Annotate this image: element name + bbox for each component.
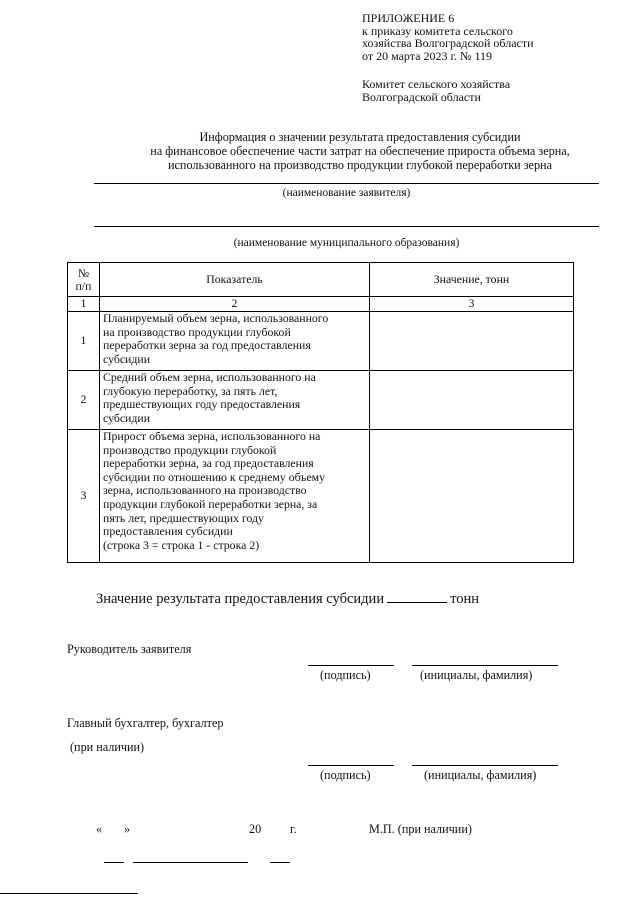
table-row: [68, 430, 574, 563]
column-number: 1: [68, 297, 100, 312]
result-blank[interactable]: [387, 590, 447, 603]
accountant-signature-caption: (подпись): [320, 768, 371, 782]
indicator-line: Планируемый объем зерна, использованного: [103, 311, 329, 325]
indicator-line: субсидии: [103, 410, 151, 425]
footer-rule: [0, 893, 138, 894]
date-year-line[interactable]: [270, 862, 290, 863]
indicator-line: предоставления субсидии: [103, 524, 233, 539]
result-unit: тонн: [450, 591, 479, 607]
header-indicator: Показатель: [100, 263, 370, 297]
indicator-line: предшествующих году предоставления: [103, 397, 301, 412]
accountant-label: Главный бухгалтер, бухгалтер: [67, 716, 224, 730]
column-number: 3: [370, 297, 574, 312]
indicator-line: субсидии по отношению к среднему объему: [103, 469, 325, 484]
row-number: 1: [68, 312, 100, 371]
result-statement: [96, 590, 479, 608]
title-line: Информация о значении результата предоставления субсидии: [199, 130, 521, 144]
title-line: использованного на производство продукции глубокой переработки зерна: [167, 158, 552, 172]
row-indicator: [100, 430, 370, 563]
appendix-line: хозяйства Волгоградской области: [362, 36, 534, 50]
appendix-line: от 20 марта 2023 г. № 119: [362, 48, 493, 63]
appendix-number: ПРИЛОЖЕНИЕ 6: [362, 11, 455, 25]
head-label: Руководитель заявителя: [67, 642, 192, 656]
stamp-label: М.П. (при наличии): [369, 822, 472, 836]
row-number: 2: [68, 371, 100, 430]
accountant-if-any: (при наличии): [70, 740, 145, 754]
row-value-cell[interactable]: [370, 430, 574, 563]
date-century: 20: [249, 822, 262, 836]
accountant-signature-line[interactable]: [308, 765, 394, 766]
indicator-line: переработки зерна, за год предоставления: [103, 456, 314, 471]
date-day-line[interactable]: [104, 862, 124, 863]
table-column-numbers: [68, 297, 574, 312]
head-signature-line[interactable]: [308, 665, 394, 666]
title-line: на финансовое обеспечение части затрат на обеспечение прироста объема зерна,: [150, 144, 570, 158]
row-indicator: [100, 371, 370, 430]
result-label: Значение результата предоставления субсидии: [96, 591, 385, 607]
head-initials-line[interactable]: [412, 665, 558, 666]
applicant-caption: (наименование заявителя): [282, 187, 411, 199]
appendix-line: к приказу комитета сельского: [362, 23, 513, 38]
header-number-sign: №: [77, 265, 90, 280]
head-initials-caption: (инициалы, фамилия): [420, 668, 533, 682]
row-value-cell[interactable]: [370, 312, 574, 371]
indicator-line: на производство продукции глубокой: [103, 324, 291, 339]
column-number: 2: [100, 297, 370, 312]
accountant-initials-caption: (инициалы, фамилия): [424, 768, 537, 782]
accountant-initials-line[interactable]: [412, 765, 558, 766]
table-row: [68, 312, 574, 371]
indicator-line: (строка 3 = строка 1 - строка 2): [103, 537, 260, 552]
addressee: [362, 78, 510, 104]
indicator-line: глубокую переработку, за пять лет,: [103, 383, 278, 398]
header-value: Значение, тонн: [370, 263, 574, 297]
municipality-field-line: [94, 226, 599, 227]
date-close-quote: »: [124, 822, 131, 836]
date-month-line[interactable]: [133, 862, 248, 863]
indicator-line: пять лет, предшествующих году: [103, 510, 264, 525]
table-header-row: [68, 263, 574, 297]
indicator-line: субсидии: [103, 351, 151, 366]
date-year-suffix: г.: [290, 822, 297, 836]
head-signature-caption: (подпись): [320, 668, 371, 682]
indicator-line: Средний объем зерна, использованного на: [103, 370, 316, 384]
row-value-cell[interactable]: [370, 371, 574, 430]
addressee-line: Комитет сельского хозяйства: [362, 77, 511, 91]
header-number-cell: [68, 263, 100, 297]
header-number-abbr: п/п: [75, 278, 92, 293]
row-number: 3: [68, 430, 100, 563]
appendix-header: [362, 12, 534, 62]
indicator-line: производство продукции глубокой: [103, 442, 277, 457]
document-title: [80, 130, 640, 172]
applicant-field-line: [94, 183, 599, 184]
indicator-line: Прирост объема зерна, использованного на: [103, 429, 321, 443]
indicator-table: [67, 262, 574, 563]
date-open-quote: «: [96, 822, 103, 836]
indicator-line: зерна, использованного на производство: [103, 483, 307, 498]
municipality-caption: (наименование муниципального образования): [233, 237, 460, 249]
row-indicator: [100, 312, 370, 371]
table-row: [68, 371, 574, 430]
addressee-line: Волгоградской области: [362, 90, 481, 104]
indicator-line: переработки зерна за год предоставления: [103, 338, 311, 353]
indicator-line: продукции глубокой переработки зерна, за: [103, 496, 318, 511]
